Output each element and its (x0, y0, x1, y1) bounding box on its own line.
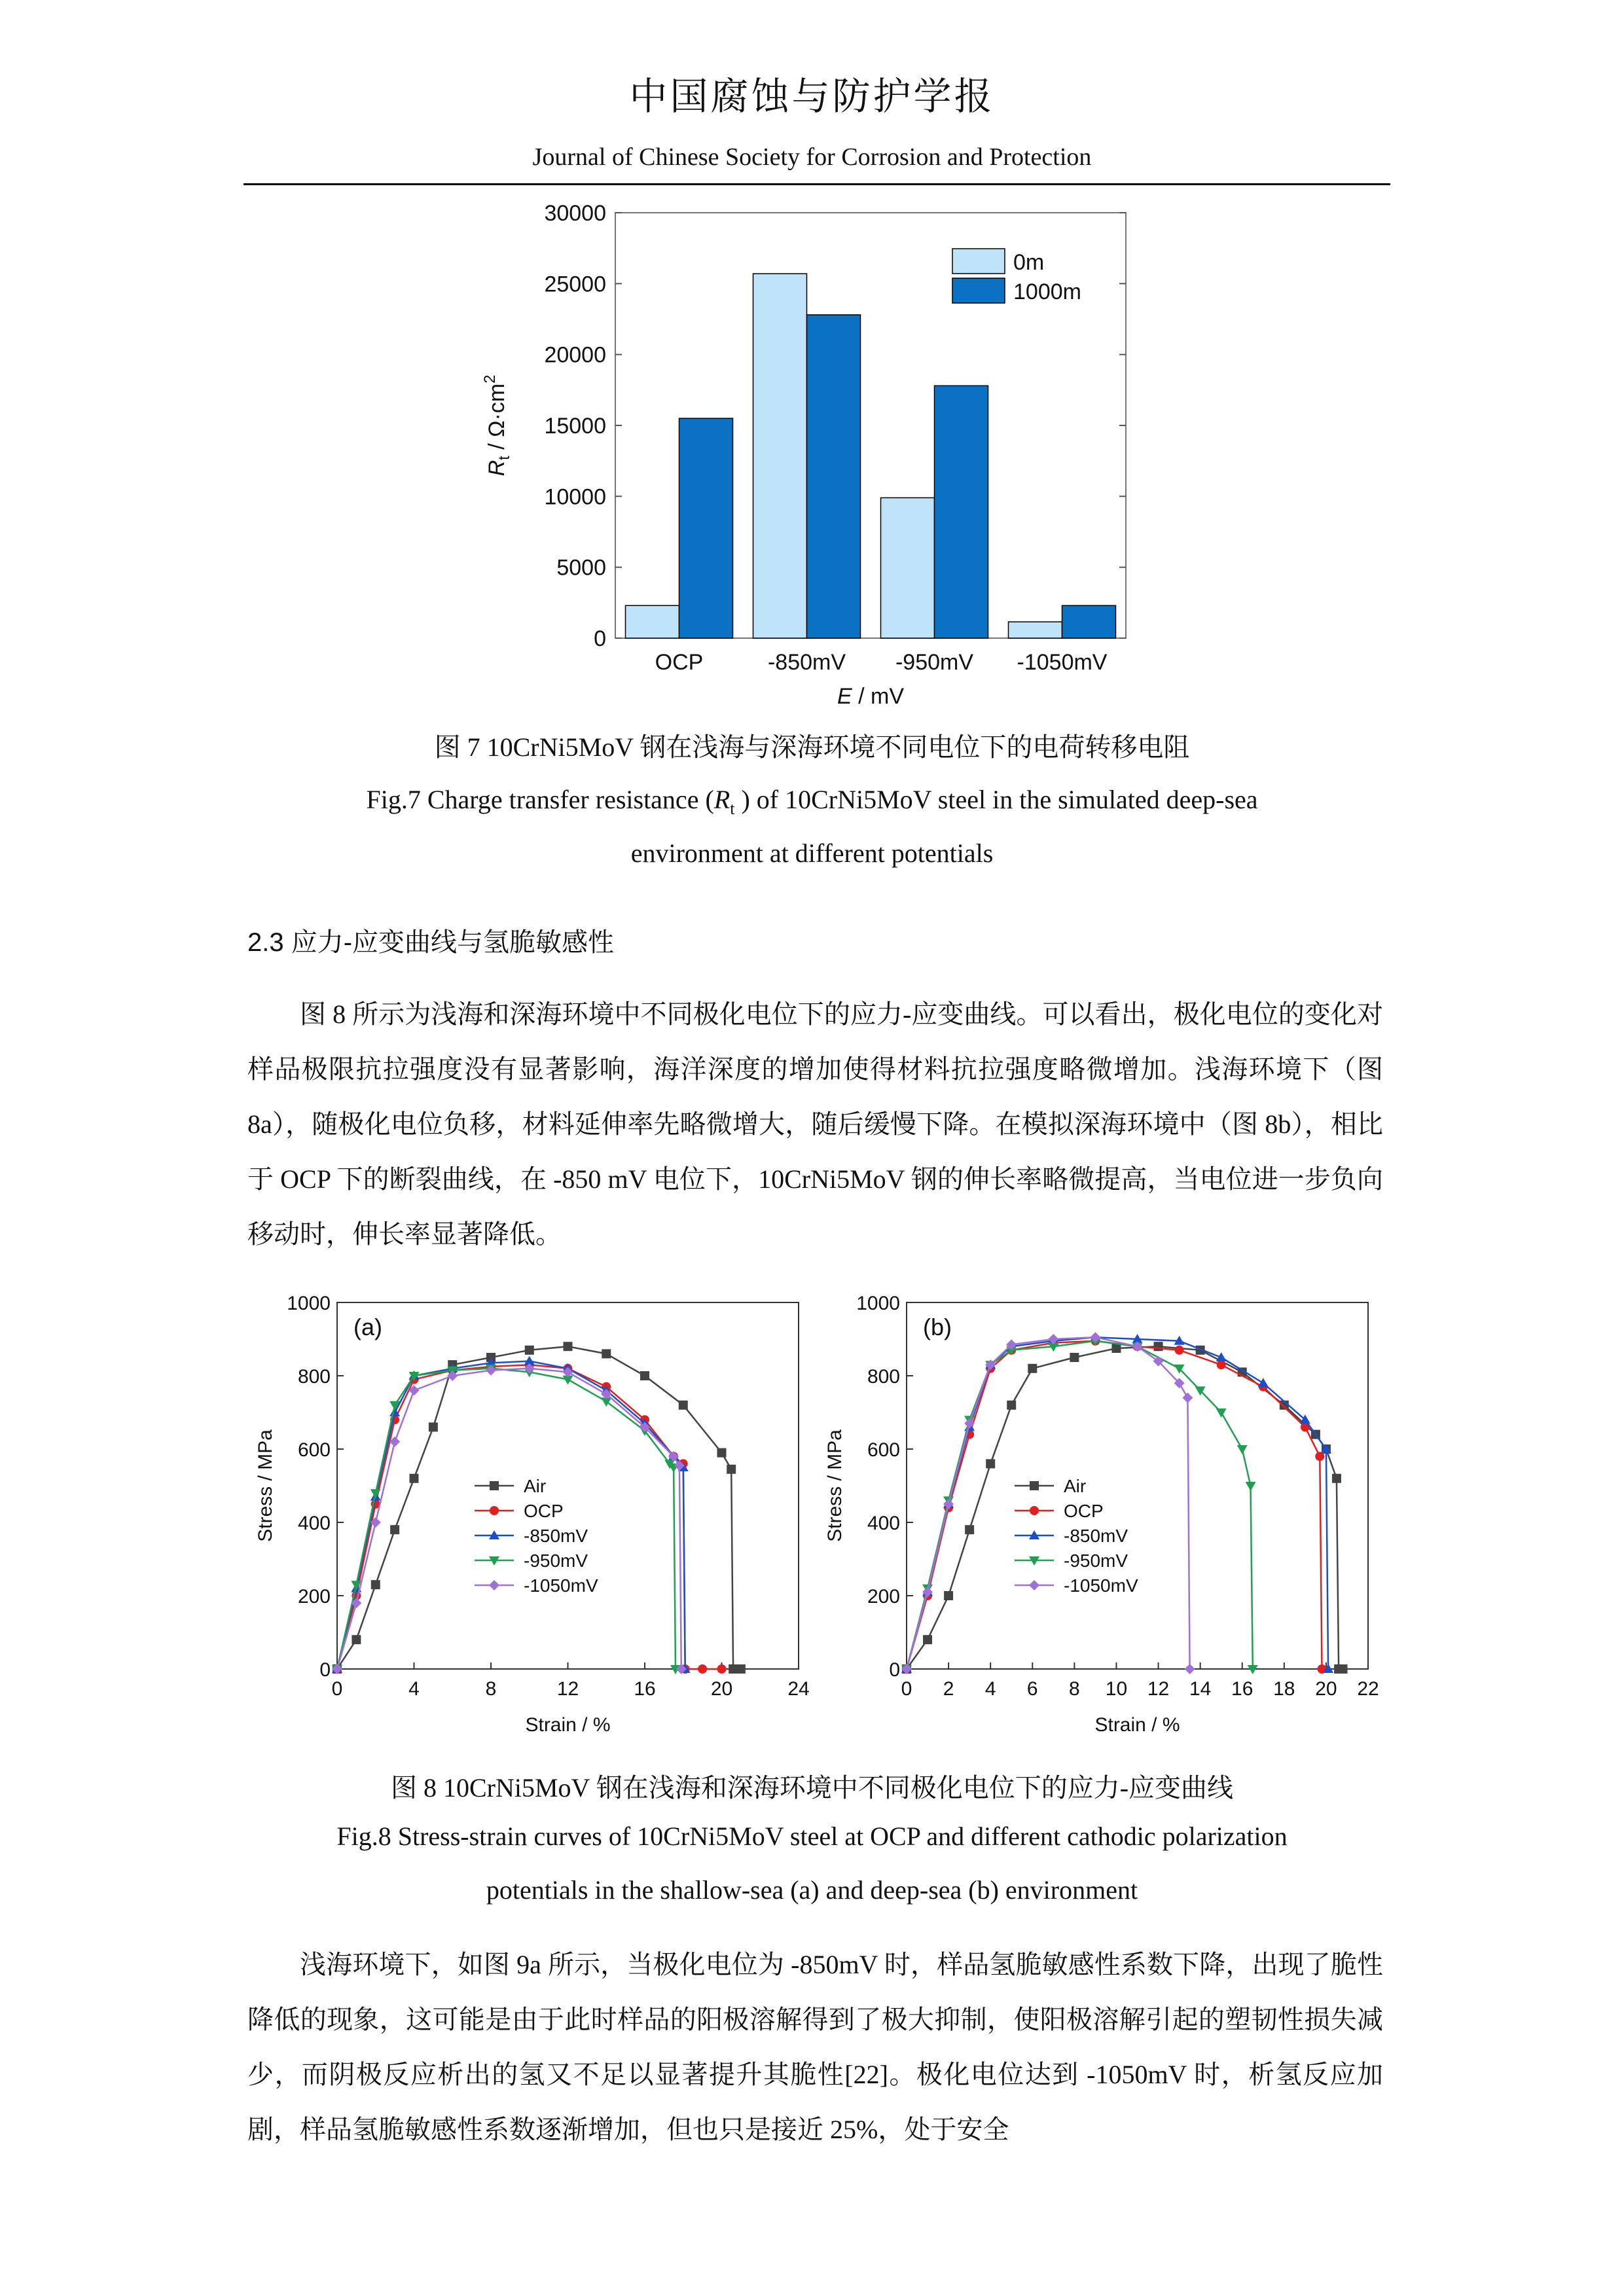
legend-label: -950mV (524, 1551, 588, 1571)
data-point-Air (371, 1580, 380, 1589)
x-tick-label: 8 (1069, 1678, 1080, 1700)
fig7-caption-cn: 图 7 10CrNi5MoV 钢在浅海与深海环境不同电位下的电荷转移电阻 (434, 732, 1190, 762)
data-point-OCP (1315, 1452, 1324, 1461)
x-tick-label: 22 (1357, 1678, 1379, 1700)
data-point-OCP (717, 1664, 727, 1674)
caption-subscript-t: t (730, 799, 735, 818)
x-axis-label: Strain / % (525, 1714, 611, 1736)
data-point-Air (1154, 1342, 1163, 1351)
data-point-Air (602, 1349, 611, 1358)
x-axis-label: E / mV (837, 684, 905, 709)
y-tick-label: 30000 (544, 201, 606, 226)
data-point-Air (1339, 1664, 1348, 1674)
x-tick-label: -850mV (767, 650, 846, 675)
legend-label: -1050mV (1064, 1575, 1138, 1596)
data-point--1050mV (1185, 1664, 1195, 1674)
x-tick-label: 4 (408, 1678, 420, 1700)
bar-0m--950mV (881, 498, 935, 639)
data-point-Air (727, 1465, 736, 1474)
data-point--950mV (1237, 1445, 1248, 1454)
x-tick-label: 18 (1273, 1678, 1295, 1700)
fig8a-line-chart (242, 1283, 818, 1741)
x-tick-label: OCP (655, 650, 704, 675)
y-tick-label: 5000 (556, 555, 606, 581)
legend-label: 0m (1013, 250, 1045, 275)
data-point-OCP (1175, 1346, 1184, 1355)
y-tick-label: 0 (594, 626, 606, 651)
fig8b-line-chart (812, 1283, 1388, 1741)
y-tick-label: 0 (889, 1659, 900, 1681)
x-tick-label: -1050mV (1017, 650, 1108, 675)
legend-label: OCP (1064, 1501, 1104, 1521)
legend-marker (1030, 1506, 1039, 1515)
bar-0m-OCP (626, 605, 679, 638)
x-tick-label: 12 (1147, 1678, 1170, 1700)
bar-0m--850mV (753, 274, 807, 638)
journal-title-cn: 中国腐蚀与防护学报 (629, 75, 995, 118)
fig8-caption-en-2: potentials in the shallow-sea (a) and deep-sea (b) environment (486, 1875, 1138, 1905)
legend-marker (490, 1481, 499, 1490)
x-tick-label: 0 (901, 1678, 912, 1700)
bar-1000m--950mV (935, 386, 988, 638)
x-tick-label: 2 (943, 1678, 954, 1700)
y-tick-label: 800 (297, 1366, 331, 1388)
bar-1000m--1050mV (1062, 605, 1116, 638)
x-tick-label: 14 (1189, 1678, 1212, 1700)
x-tick-label: 10 (1105, 1678, 1128, 1700)
x-tick-label: 12 (556, 1678, 579, 1700)
x-tick-label: 8 (485, 1678, 497, 1700)
legend-label: OCP (524, 1501, 564, 1521)
data-point-Air (1070, 1353, 1079, 1362)
y-tick-label: 400 (867, 1513, 900, 1534)
data-point-Air (736, 1664, 746, 1674)
plot-frame (907, 1302, 1368, 1669)
y-tick-label: 1000 (287, 1293, 331, 1314)
data-point--950mV (1216, 1408, 1227, 1418)
data-point--950mV (370, 1489, 381, 1498)
journal-title-en: Journal of Chinese Society for Corrosion and Protection (532, 143, 1092, 171)
y-tick-label: 0 (319, 1659, 331, 1681)
data-point-Air (944, 1591, 953, 1600)
bar-1000m--850mV (807, 315, 861, 638)
data-point-Air (1332, 1474, 1341, 1483)
y-tick-label: 25000 (544, 272, 606, 297)
x-tick-label: 16 (1231, 1678, 1254, 1700)
panel-label: (a) (353, 1314, 382, 1340)
y-tick-label: 20000 (544, 342, 606, 368)
y-tick-label: 600 (867, 1439, 900, 1461)
x-tick-label: 4 (984, 1678, 996, 1700)
x-tick-label: 6 (1026, 1678, 1038, 1700)
panel-label: (b) (923, 1314, 952, 1340)
x-tick-label: 20 (710, 1678, 733, 1700)
y-tick-label: 1000 (856, 1293, 900, 1314)
y-axis-label: Stress / MPa (255, 1429, 276, 1542)
data-point-Air (640, 1371, 649, 1380)
data-point-OCP (698, 1664, 707, 1674)
x-tick-label: 24 (787, 1678, 810, 1700)
data-point--950mV (1246, 1482, 1256, 1491)
legend-marker (1029, 1580, 1039, 1590)
paragraph-2 (247, 1937, 1383, 2157)
series-line--850mV (337, 1361, 685, 1669)
data-point--1050mV (964, 1418, 975, 1429)
y-tick-label: 15000 (544, 414, 606, 439)
data-point-Air (410, 1474, 419, 1483)
x-tick-label: 16 (634, 1678, 656, 1700)
data-point-Air (1007, 1401, 1016, 1410)
legend-label: 1000m (1013, 279, 1081, 304)
y-tick-label: 10000 (544, 484, 606, 510)
data-point-Air (1111, 1344, 1121, 1353)
legend-marker (490, 1506, 499, 1515)
series-line-OCP (907, 1341, 1322, 1669)
data-point-Air (1028, 1364, 1037, 1373)
legend-label: -850mV (1064, 1526, 1128, 1546)
header-rule (244, 183, 1390, 185)
paragraph-2-text: 浅海环境下，如图 9a 所示，当极化电位为 -850mV 时，样品氢脆敏感性系数下降，出现了脆性降低的现象，这可能是由于此时样品的阳极溶解得到了极大抑制，使阳极溶解引起的塑韧性损失减少，而阴极反应析出的氢又不足以显著提升其脆性[22]。极化电位达到 -1050mV 时，析氢反应加剧，样品氢脆敏感性系数逐渐增加，但也只是接近 25%，处于安全 (247, 1950, 1383, 2144)
data-point--850mV (1258, 1378, 1269, 1387)
data-point-OCP (1217, 1360, 1226, 1369)
y-tick-label: 400 (297, 1513, 331, 1534)
data-point-Air (986, 1459, 995, 1468)
legend-marker (1030, 1481, 1039, 1490)
legend-swatch (952, 278, 1005, 303)
fig7-caption-en-1-text: Fig.7 Charge transfer resistance ($R_t$ ) of 10CrNi5MoV steel in the simulated deep-sea (366, 785, 1258, 818)
section-heading: 2.3 应力-应变曲线与氢脆敏感性 (247, 928, 615, 957)
data-point-Air (923, 1635, 932, 1644)
fig7-caption-en-2: environment at different potentials (630, 838, 994, 868)
bar-1000m-OCP (679, 418, 733, 638)
x-tick-label: 0 (331, 1678, 343, 1700)
bar-0m--1050mV (1009, 622, 1062, 638)
data-point-Air (965, 1525, 974, 1534)
data-point-Air (429, 1422, 438, 1431)
data-point-Air (679, 1401, 688, 1410)
series-line--1050mV (337, 1369, 681, 1669)
y-tick-label: 200 (297, 1586, 331, 1607)
legend-label: Air (1064, 1476, 1087, 1496)
y-tick-label: 800 (867, 1366, 900, 1388)
paragraph-1 (247, 987, 1383, 1262)
legend-label: -850mV (524, 1526, 588, 1546)
fig8-caption-en-1: Fig.8 Stress-strain curves of 10CrNi5MoV steel at OCP and different cathodic polarization (336, 1821, 1288, 1851)
plot-frame (337, 1302, 799, 1669)
caption-symbol-r: R (713, 785, 731, 814)
paragraph-1-text: 图 8 所示为浅海和深海环境中不同极化电位下的应力-应变曲线。可以看出，极化电位的变化对样品极限抗拉强度没有显著影响，海洋深度的增加使得材料抗拉强度略微增加。浅海环境下（图 8a），随极化电位负移，材料延伸率先略微增大，随后缓慢下降。在模拟深海环境中（图 8b），相比于 OCP 下的断裂曲线，在 -850 mV 电位下，10CrNi5MoV 钢的伸长率略微提高，当电位进一步负向移动时，伸长率显著降低。 (247, 999, 1383, 1249)
data-point-Air (525, 1346, 534, 1355)
data-point-Air (352, 1635, 361, 1644)
fig7-bar-chart (458, 196, 1178, 726)
x-axis-label: Strain / % (1094, 1714, 1180, 1736)
data-point--1050mV (1182, 1393, 1193, 1403)
x-tick-label: 20 (1315, 1678, 1337, 1700)
fig8-caption-cn: 图 8 10CrNi5MoV 钢在浅海和深海环境中不同极化电位下的应力-应变曲线 (390, 1773, 1234, 1803)
data-point-Air (717, 1448, 727, 1458)
series-line--950mV (337, 1369, 676, 1669)
legend-label: -950mV (1064, 1551, 1128, 1571)
data-point-Air (564, 1342, 573, 1351)
data-point-Air (390, 1525, 399, 1534)
y-axis-label: $R_t / \Omega\cdot cm^2$ (481, 374, 513, 476)
y-tick-label: 600 (297, 1439, 331, 1461)
x-tick-label: -950mV (895, 650, 974, 675)
legend-label: Air (524, 1476, 547, 1496)
legend-swatch (952, 249, 1005, 274)
fig7-caption-en-1 (0, 784, 1624, 819)
legend-label: -1050mV (524, 1575, 598, 1596)
legend-marker (489, 1580, 499, 1590)
y-axis-label: Stress / MPa (824, 1429, 846, 1542)
y-tick-label: 200 (867, 1586, 900, 1607)
